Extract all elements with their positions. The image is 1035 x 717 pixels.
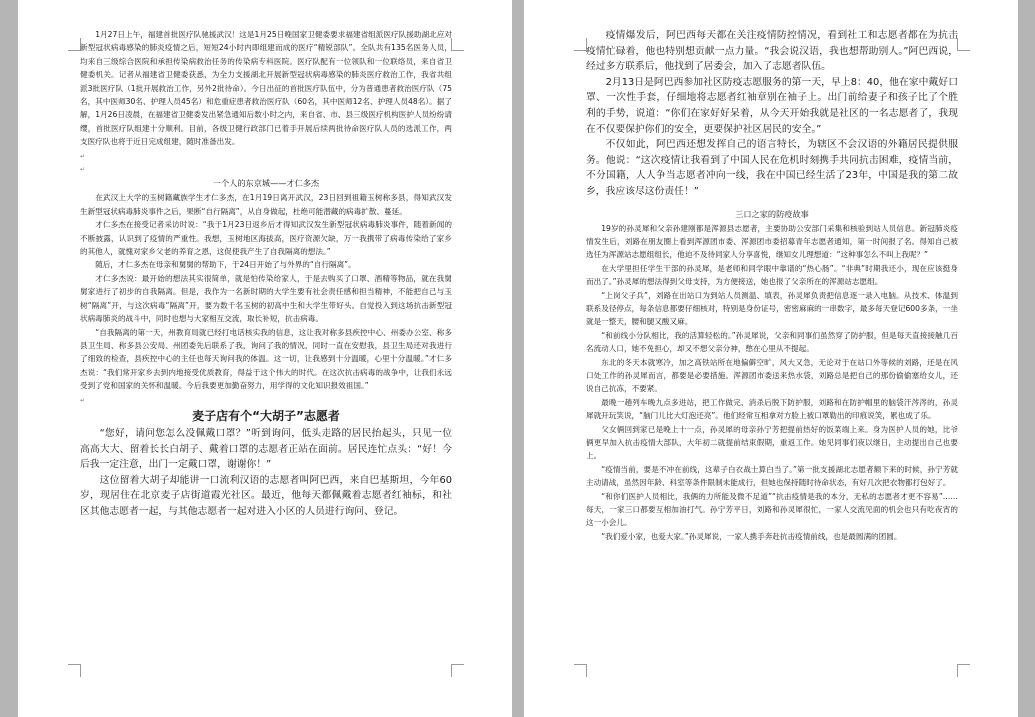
paragraph: 2月13日是阿巴西参加社区防疫志愿服务的第一天，早上8：40，他在家中戴好口罩、一次性手套，仔细地将志愿者红袖章别在袖子上。出门前给妻子和孩子比了个胜利的手势，说道：“你们在家好好呆着，从今天开始我就是社区的一名志愿者了，我现在不仅要保护你们的安全，更要保护社区居民的安全。”: [586, 76, 958, 135]
section-title: 三口之家的防疫故事: [735, 208, 809, 219]
paragraph: “疫情当前，要是不冲在前线，这辈子白衣战士算白当了。”第一批支援湖北志愿者额下来的时候，孙宁芳就主动请战，虽然因年龄、科室等条件限制未能成行，但她也保持随时待命状态，有好几次把衣物都打包好了。: [586, 464, 958, 488]
empty-paragraph: [80, 393, 452, 406]
paragraph: 父女俩回到家已是晚上十一点，孙灵犀的母亲孙宁芳把提前热好的饭菜端上来。身为医护人员的她，比爷俩更早加入抗击疫情大部队，大年初二就提前结束假期，重返工作。她见同事们夜以继日，主动提出自己也要上。: [586, 424, 958, 461]
paragraph: 疫情爆发后，阿巴西每天都在关注疫情防控情况，看到社工和志愿者都在为抗击疫情忙碌着，他也特别想贡献一点力量。“我会说汉语，我也想帮助别人。”阿巴西说，经过多方联系后，他找到了居委会，加入了志愿者队伍。: [586, 30, 958, 73]
paragraph: 随后，才仁多杰在母亲和舅舅的帮助下，于24日开始了与外界的“自行隔离”。: [95, 260, 356, 270]
paragraph: 这位留着大胡子却能讲一口流利汉语的志愿者叫阿巴西，来自巴基斯坦，今年60岁，现居住在北京麦子店街道霞光社区。最近，他每天都佩戴着志愿者红袖标，和社区其他志愿者一起，与其他志愿者一起对进入小区的人员进行询问、登记。: [80, 474, 452, 517]
document-page-left: [18, 0, 512, 717]
crop-mark-bottom-right: [957, 664, 970, 677]
empty-paragraph: [80, 162, 452, 175]
section-title: 一个人的东京城——才仁多杰: [212, 178, 320, 189]
paragraph: 东北的冬天本就寒冷，加之高铁站所在地偏僻空旷，风大又急，无论对于在站口外等候的刘路，还是在风口处工作的孙灵犀而言，都要是必要措施。浑源团市委送来热水袋，刘路总是把自己的那份偷偷塞给女儿，还说自己抗冻，不要紧。: [586, 357, 958, 394]
paragraph: 才仁多杰在接受记者采访时说：“我于1月23日返乡后才得知武汉发生新型冠状病毒肺炎事件，随着新闻的不断披露，认识到了疫情的严重性。我想，玉树地区海拔高，医疗资源欠缺，万一我携带了病毒传染给了家乡的其他人，就愧对家乡父老的养育之恩，这促使我产生了自我隔离的想法。”: [80, 220, 452, 257]
paragraph: 不仅如此，阿巴西还想发挥自己的语言特长，为辖区不会汉语的外籍居民提供服务。他说：“这次疫情让我看到了中国人民在危机时刻携手共同抗击困难，疫情当前，不分国籍，人人争当志愿者冲向一线，我在中国已经生活了23年，中国是我的第二故乡，我应该尽这份责任！”: [586, 139, 958, 197]
paragraph: 才仁多杰说：最开始的想法其实很简单，就是怕传染给家人，于是去购买了口罩、酒精等物品，就在我舅舅家进行了初步的自我隔离。但是，我作为一名新时期的大学生要有社会责任感和担当精神，不能把自己与玉树“隔离”开，与这次病毒“隔离”开，要为数千名玉树的初高中生和大学生带好头。自觉投入到这场抗击新型冠状病毒肺炎的战斗中，同时也想与大家相互交流，取长补短，抗击病毒。: [80, 273, 452, 324]
paragraph: 在武汉上大学的玉树籍藏族学生才仁多杰，在1月19日离开武汉，23日回到祖籍玉树称多县，得知武汉发生新型冠状病毒肺炎事件之后，果断“自行隔离”，从自身做起，杜绝可能潜藏的病毒扩散、蔓延。: [80, 193, 452, 216]
paragraph: “上岗父子兵”，刘路在出站口为到站人员测温、填表，孙灵犀负责把信息逐一录入电脑。从技术、体温到联系及径停点，每条信息都要仔细核对，特别是身份证号，密密麻麻的一串数字，最多每天登记600多条，一坐就是一整天，腰和腿又酸又麻。: [586, 290, 958, 327]
paragraph: 1月27日上午，福建首批医疗队驰援武汉！这是1月25日晚国家卫健委要求福建省组派医疗队援助湖北应对新型冠状病毒感染的肺炎疫情之后，短短24小时内即组建而成的医疗“精锐部队”。全队共有135名医务人员，均来自三级综合医院和承担传染病救治任务的传染病专科医院。医疗队配有一位领队和一位联络员，来自省卫健委机关。记者从福建省卫健委获悉，为全力支援湖北开展新型冠状病毒感染的肺炎医疗救治工作，我省共组派3批医疗队（1批开展救治工作，另外2批待命）。今日出征的首批医疗队伍中，分为普通患者救治医疗队（75名，其中医师30名、护理人员45名）和危重症患者救治医疗队（60名，其中医师12名、护理人员48名）。据了解，1月26日凌晨，在福建省卫健委发出紧急通知后数小时之内，来自省、市、县三级医疗机构医护人员纷纷请缨，首批医疗队组建十分顺利。目前，各级卫健行政部门已着手开展后续两批待命医疗队人员的选派工作，两支医疗队也将于近日完成组建，随时准备出发。: [80, 30, 452, 147]
crop-mark-bottom-left: [68, 664, 81, 677]
document-page-right: [524, 0, 1018, 717]
paragraph: “我们爱小家，也爱大家。”孙灵犀说，一家人携手奔赴抗击疫情前线，也是最圆满的团圆。: [601, 531, 902, 541]
page-right-body[interactable]: [586, 28, 958, 543]
paragraph: 在大学里担任学生干部的孙灵犀，是老师和同学眼中靠谱的“热心肠”。“非典”时期我还小，现在应该挺身而出了。”孙灵犀的想法得到父母支持，为方便接送，她也报了父亲所在的浑源站志愿组。: [586, 263, 958, 287]
paragraph: 19岁的孙灵犀和父亲孙建刚都是浑源县志愿者，主要协助公安部门采集和核验到站人员信息。新冠肺炎疫情发生后，刘路在朋友圈上看到浑源团市委、浑源团市委招募青年志愿者通知，第一时间报了名。得知自己被选任为浑源站志愿组组长，他迫不及待同家人分享喜悦，继知女儿理想道：“这种事怎么不叫上我呢？”: [586, 223, 958, 260]
crop-mark-bottom-left: [574, 664, 587, 677]
paragraph: “和你们医护人员相比，我俩的力所能及微不足道”“抗击疫情是我的本分，无私的志愿者才更不容易”……每天，一家三口都要互相加油打气。孙宁芳平日，刘路和孙灵犀很忙，一家人交流见面的机会也只有吃夜宵的这一小会儿。: [586, 491, 958, 528]
paragraph: “和前线小分队相比，我的活算轻松的。”孙灵犀说，父亲和同事们虽然穿了防护服，但是每天直接接触几百名流动人口，她不免担心，却又不想父亲分神，憋在心里从不提起。: [586, 330, 958, 354]
section-title: 麦子店有个“大胡子”志愿者: [192, 408, 340, 423]
crop-mark-bottom-right: [451, 664, 464, 677]
paragraph: “您好，请问您怎么没佩戴口罩？”听到询问，低头走路的居民抬起头，只见一位高高大大、留着长长白胡子、戴着口罩的志愿者正站在面前。居民连忙点头：“好！今后我一定注意，出门一定戴口罩，谢谢你！”: [80, 427, 452, 471]
empty-paragraph: [80, 149, 452, 162]
page-left-body[interactable]: [80, 28, 452, 519]
paragraph: “自我隔离的第一天，州教育局就已经打电话核实我的信息，这让我对称多县疾控中心、州委办公室、称多县卫生局、称多县公安局、州团委先后联系了我，询问了我的情况，同时一直在安慰我，县卫生局还对我进行了细致的检查，县疾控中心的主任也每天询问我的体温。这一切，让我感到十分温暖，心里十分温暖。”才仁多杰说：“我们常开家乡去到内地接受优质教育，得益于这个伟大的时代。在这次抗击病毒的战争中，让我们永远受到了党和国家的关怀和温暖。今后我要更加勤奋努力，用学得的文化知识报效祖国。”: [80, 327, 452, 391]
paragraph: 最晚一趟列车晚九点多进站，把工作做完、消杀后脱下防护服，刘路和在防护帽里的脑袋汗涔涔的，孙灵犀就开玩笑说，“脑门儿比大灯泡还亮”。他们经常互相拿对方脸上被口罩勒出的印痕说笑，累也成了乐。: [586, 397, 958, 421]
crop-mark-top-right: [957, 38, 970, 51]
crop-mark-top-right: [451, 38, 464, 51]
